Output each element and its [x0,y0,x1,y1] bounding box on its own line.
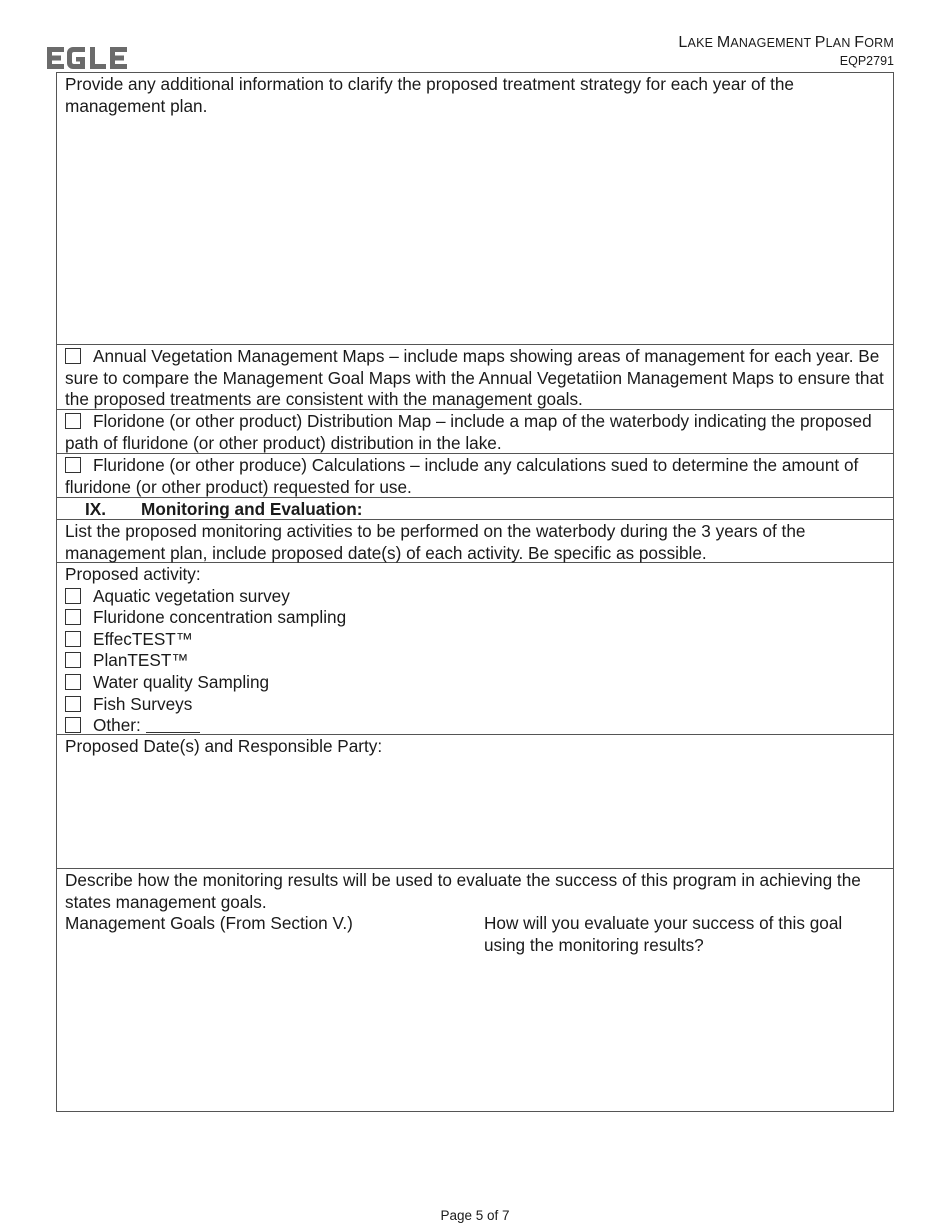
distribution-map-checkbox[interactable] [65,413,81,429]
other-blank-field[interactable] [146,715,200,733]
activity-label: PlanTEST™ [93,650,189,671]
calculations-row [57,453,893,497]
egle-logo [47,45,129,71]
activity-label: Aquatic vegetation survey [93,585,290,606]
activity-checkbox[interactable] [65,652,81,668]
additional-info-prompt: Provide any additional information to clarify the proposed treatment strategy for each year of the management plan. [65,74,794,116]
calculations-text: Fluridone (or other produce) Calculations – include any calculations sued to determine the amount of fluridone (or other product) requested for use. [65,455,859,497]
goals-column-header: Management Goals (From Section V.) [65,913,353,934]
activities-prompt-row [57,519,893,562]
activity-checkbox[interactable] [65,609,81,625]
activity-label: Fluridone concentration sampling [93,607,347,628]
proposed-activity-row [57,562,893,734]
activity-item [65,629,885,651]
activity-label: Fish Surveys [93,693,193,714]
dates-label: Proposed Date(s) and Responsible Party: [65,736,383,756]
section-heading [57,497,893,519]
activity-item [65,650,885,672]
evaluation-prompt: Describe how the monitoring results will be used to evaluate the success of this program in achieving the states management goals. [65,870,861,912]
activity-item [65,607,885,629]
section-title: Monitoring and Evaluation: [141,499,363,519]
activity-label: Water quality Sampling [93,671,270,692]
form-header [678,34,894,69]
form-title: LAKE MANAGEMENT PLAN FORM [678,34,894,51]
distribution-map-text: Floridone (or other product) Distribution Map – include a map of the waterbody indicating the proposed path of fluridone (or other product) distribution in the lake. [65,411,872,453]
dates-field[interactable] [57,734,893,868]
activity-label: EffecTEST™ [93,628,193,649]
activities-prompt: List the proposed monitoring activities to be performed on the waterbody during the 3 years of the management plan, include proposed date(s) of each activity. Be specific as possible. [65,521,806,563]
additional-info-field[interactable] [57,73,893,344]
activity-checkbox[interactable] [65,588,81,604]
evaluation-field[interactable] [57,868,893,1111]
activity-checkbox[interactable] [65,631,81,647]
page-number: Page 5 of 7 [440,1208,510,1223]
activity-item [65,586,885,608]
annual-maps-checkbox[interactable] [65,348,81,364]
evaluation-columns [65,913,885,956]
activity-label: Other: [93,715,141,736]
section-number: IX. [85,499,107,519]
annual-maps-row [57,344,893,409]
activity-checkbox[interactable] [65,696,81,712]
proposed-activity-label: Proposed activity: [65,564,201,584]
activity-checkbox[interactable] [65,674,81,690]
calculations-checkbox[interactable] [65,457,81,473]
form-table [56,72,894,1112]
annual-maps-text: Annual Vegetation Management Maps – include maps showing areas of management for each year. Be sure to compare the Management Goal Maps with the Annual Vegetatiion Management Maps to ensure that the proposed treatments are consistent with the management goals. [65,346,884,410]
activity-item [65,672,885,694]
form-code: EQP2791 [839,54,894,68]
distribution-map-row [57,409,893,453]
activity-checkbox[interactable] [65,717,81,733]
evaluate-column-header: How will you evaluate your success of this goal using the monitoring results? [484,913,843,955]
activity-item [65,694,885,716]
